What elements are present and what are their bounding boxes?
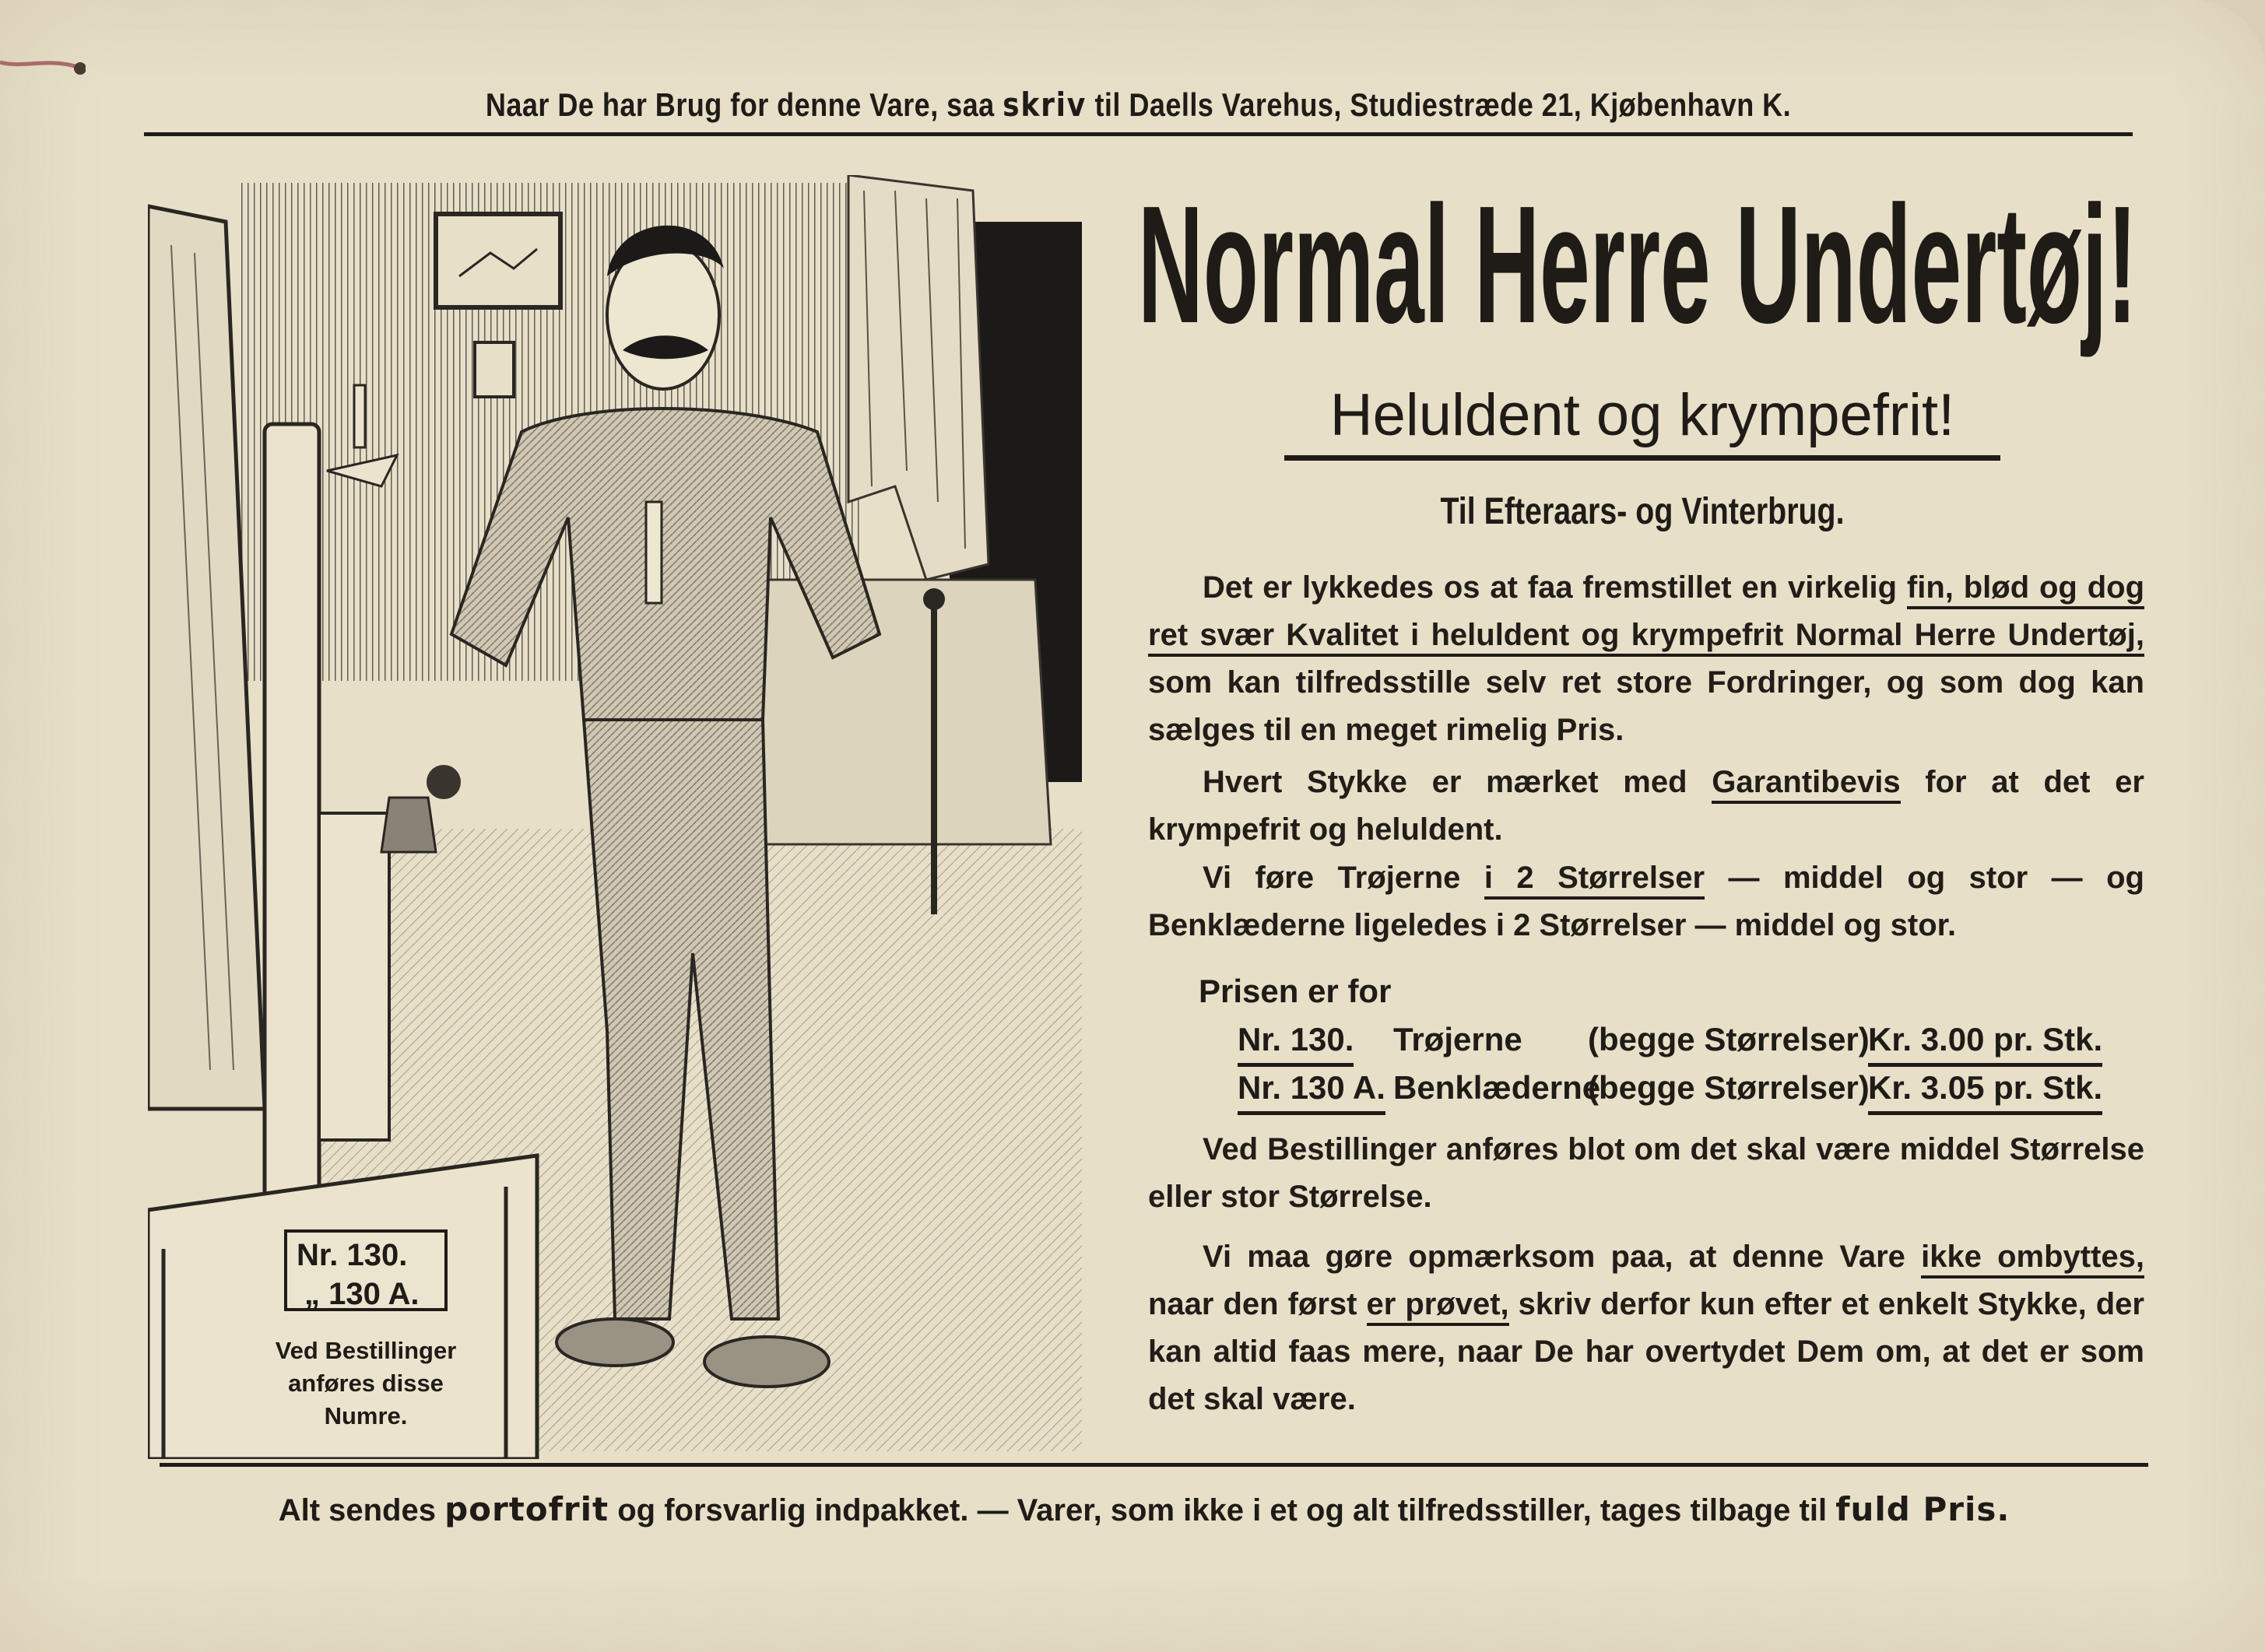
order-number-1: Nr. 130. [297, 1238, 408, 1272]
bottom-rule [160, 1463, 2148, 1467]
small-frame [475, 342, 514, 397]
price-row [1199, 1021, 2156, 1068]
paragraph-ordering: Ved Bestillinger anføres blot om det skal være middel Størrelse eller stor Størrelse. [1148, 1132, 2144, 1214]
order-number-box [284, 1229, 448, 1311]
price-row-price: Kr. 3.00 pr. Stk. [1868, 1021, 2102, 1067]
mirror-stand [265, 424, 319, 1202]
right-slipper [704, 1337, 829, 1387]
ad-title: Normal Herre Undertøj! [1138, 170, 2137, 358]
top-rule [144, 132, 2133, 136]
order-number-2: „ 130 A. [304, 1277, 420, 1311]
subtitle-rule [1284, 455, 2000, 461]
candle [354, 385, 365, 447]
paragraph-exchange: Vi maa gøre opmærksom paa, at denne Vare ikke ombyttes, naar den først er prøvet, skriv derfor kun efter et enkelt Stykke, der kan altid faas mere, naar De har overtydet Dem om, at det er som det skal være. [1148, 1240, 2145, 1416]
price-row-price: Kr. 3.05 pr. Stk. [1868, 1069, 2102, 1115]
paragraph-sizes: Vi føre Trøjerne i 2 Størrelser — middel og stor — og Benklæderne ligeledes i 2 Størrelser — middel og stor. [1148, 861, 2144, 942]
binding-string [0, 54, 86, 78]
footer-line: Alt sendes portofrit og forsvarlig indpakket. — Varer, som ikke i et og alt tilfredsstiller, tages tilbage til fuld Pris. [278, 1490, 2010, 1528]
paragraph-guarantee: Hvert Stykke er mærket med Garantibevis for at det er krympefrit og heluldent. [1148, 765, 2144, 847]
price-row-nr: Nr. 130. [1238, 1021, 1354, 1067]
price-row-note: (begge Størrelser) [1588, 1069, 1870, 1106]
ad-subtitle: Heluldent og krympefrit! [1329, 382, 1955, 448]
perfume-bottle [381, 798, 436, 852]
picture-frame [436, 214, 560, 307]
paragraph-quality: Det er lykkedes os at faa fremstillet en virkelig fin, blød og dog ret svær Kvalitet i heluldent og krympefrit Normal Herre Undertøj, som kan tilfredsstille selv ret store Fordringer, og som dog kan sælges til en meget rimelig Pris. [1148, 570, 2145, 747]
price-row-item: Benklæderne [1393, 1069, 1601, 1106]
intro-line: Til Efteraars- og Vinterbrug. [1440, 491, 1845, 532]
price-heading: Prisen er for [1199, 973, 1392, 1009]
bed [739, 580, 1051, 844]
price-row-nr: Nr. 130 A. [1238, 1069, 1385, 1115]
order-note: Ved Bestillinger anføres disse Numre. [275, 1337, 457, 1429]
price-row [1199, 1069, 2156, 1116]
price-row-item: Trøjerne [1393, 1021, 1522, 1057]
header-line: Naar De har Brug for denne Vare, saa skriv til Daells Varehus, Studiestræde 21, Kjøbenhavn K. [485, 86, 1792, 124]
price-row-note: (begge Størrelser) [1588, 1021, 1870, 1057]
left-slipper [557, 1319, 673, 1366]
